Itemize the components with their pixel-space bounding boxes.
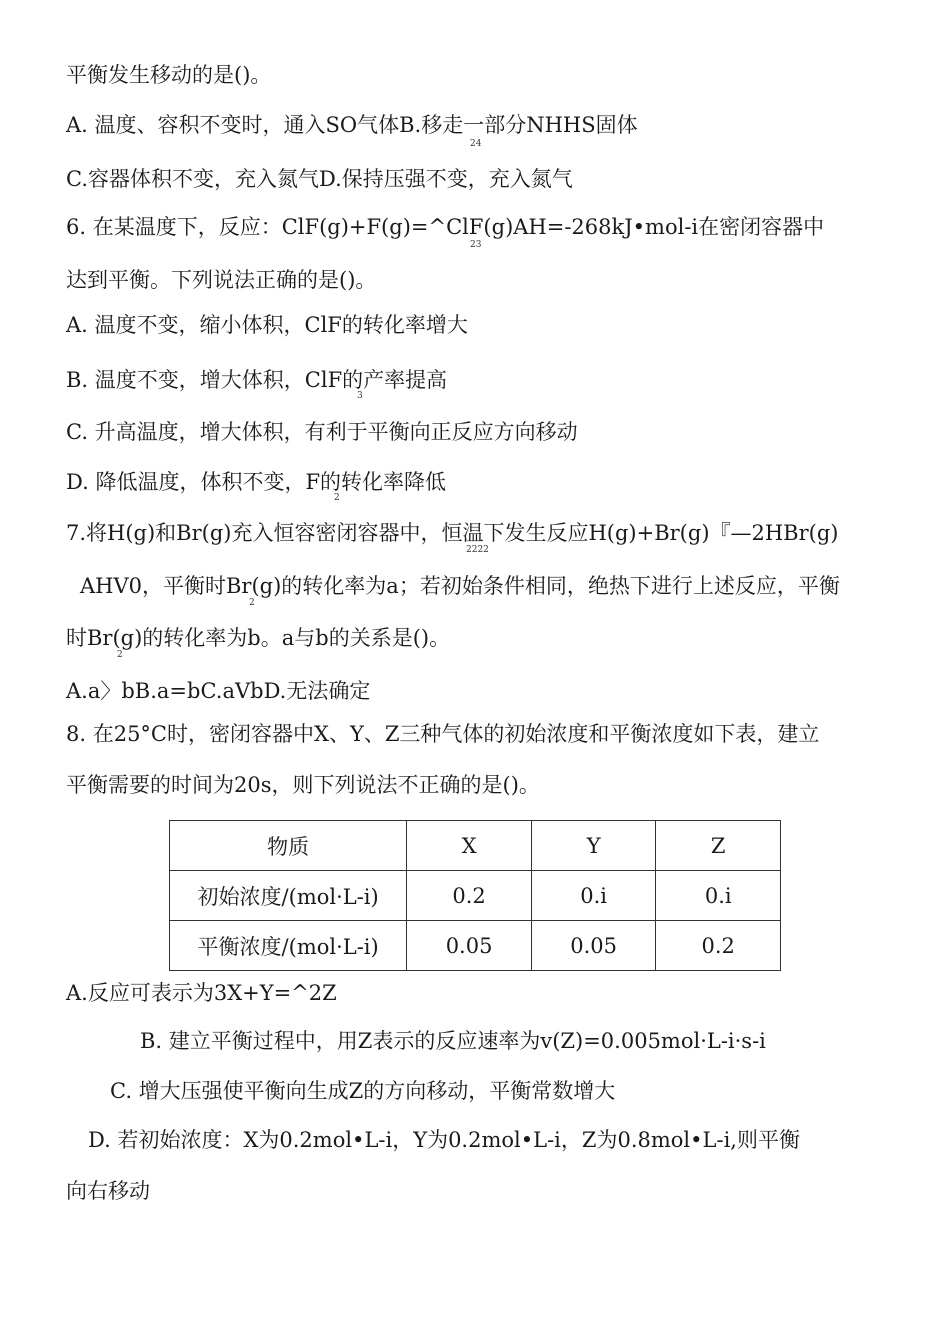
option-a: A. 温度不变，缩小体积，ClF的转化率增大 <box>66 313 468 337</box>
option-b: B. 建立平衡过程中，用Z表示的反应速率为v(Z)=0.005mol·L-i·s-i <box>140 1029 766 1053</box>
subscript: 24 <box>470 139 482 149</box>
subscript: 2222 <box>466 545 489 555</box>
subscript: 2 <box>334 493 340 503</box>
table-row <box>170 871 781 921</box>
option-line: C.容器体积不变，充入氮气D.保持压强不变，充入氮气 <box>66 167 573 191</box>
table-cell: 0.2 <box>656 921 781 971</box>
text-line: 时Br(g)的转化率为b。a与b的关系是()。 <box>66 626 451 650</box>
option-c: C. 增大压强使平衡向生成Z的方向移动，平衡常数增大 <box>110 1079 616 1103</box>
subscript: 3 <box>357 391 363 401</box>
table-row <box>170 821 781 871</box>
table-cell: 物质 <box>170 821 407 871</box>
subscript: 23 <box>470 240 482 250</box>
table-cell: 0.05 <box>531 921 656 971</box>
option-d: D. 降低温度，体积不变，F的转化率降低 <box>66 470 447 494</box>
table-cell: Z <box>656 821 781 871</box>
table-cell: 0.i <box>531 871 656 921</box>
text-line: 达到平衡。下列说法正确的是()。 <box>66 268 377 292</box>
text-line: 平衡发生移动的是()。 <box>66 63 272 87</box>
concentration-table <box>169 820 781 971</box>
option-c: C. 升高温度，增大体积，有利于平衡向正反应方向移动 <box>66 420 578 444</box>
text-line: AHV0，平衡时Br(g)的转化率为a；若初始条件相同，绝热下进行上述反应，平衡 <box>80 574 840 598</box>
subscript: 2 <box>249 598 255 608</box>
table-cell: 初始浓度/(mol·L-i) <box>170 871 407 921</box>
table-row <box>170 921 781 971</box>
table-cell: 平衡浓度/(mol·L-i) <box>170 921 407 971</box>
option-line: A. 温度、容积不变时，通入SO气体B.移走一部分NHHS固体 <box>66 113 638 137</box>
option-d: D. 若初始浓度：X为0.2mol•L-i，Y为0.2mol•L-i，Z为0.8mol•L-i,则平衡 <box>88 1128 800 1152</box>
option-b: B. 温度不变，增大体积，ClF的产率提高 <box>66 368 448 392</box>
table-cell: X <box>407 821 532 871</box>
table-cell: 0.2 <box>407 871 532 921</box>
option-a: A.反应可表示为3X+Y=^2Z <box>66 981 337 1005</box>
question-6: 6. 在某温度下，反应：ClF(g)+F(g)=^ClF(g)AH=-268kJ•mol-i在密闭容器中 <box>66 215 825 239</box>
text-line: 平衡需要的时间为20s，则下列说法不正确的是()。 <box>66 773 540 797</box>
answer-options: A.a〉bB.a=bC.aVbD.无法确定 <box>66 679 371 703</box>
table-cell: 0.05 <box>407 921 532 971</box>
text-line: 向右移动 <box>66 1179 150 1203</box>
subscript: 2 <box>117 650 123 660</box>
question-7: 7.将H(g)和Br(g)充入恒容密闭容器中，恒温下发生反应H(g)+Br(g)『—2HBr(g) <box>66 521 839 545</box>
question-8: 8. 在25°C时，密闭容器中X、Y、Z三种气体的初始浓度和平衡浓度如下表，建立 <box>66 722 820 746</box>
table-cell: 0.i <box>656 871 781 921</box>
table-cell: Y <box>531 821 656 871</box>
